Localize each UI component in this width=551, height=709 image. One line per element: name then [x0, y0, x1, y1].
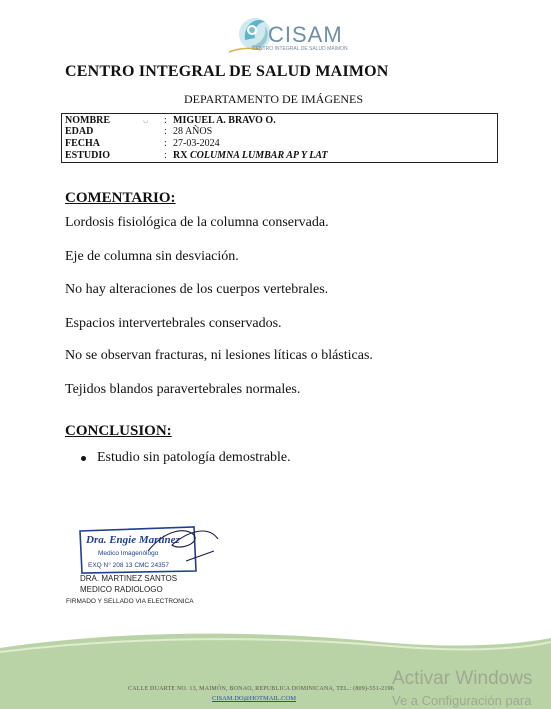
patient-name: MIGUEL A. BRAVO O. — [173, 115, 276, 126]
info-row-age — [65, 126, 495, 138]
department-title: DEPARTAMENTO DE IMÁGENES — [184, 92, 363, 106]
comment-paragraph: Tejidos blandos paravertebrales normales. — [65, 382, 301, 397]
study-prefix: RX — [173, 150, 190, 161]
logo-subtitle: CENTRO INTEGRAL DE SALUD MAIMON — [252, 46, 348, 52]
svg-text:Dra. Engie Martinez: Dra. Engie Martinez — [86, 534, 180, 546]
conclusion-item: Estudio sin patología demostrable. — [97, 450, 291, 465]
edit-mark-icon: ◡ — [143, 118, 149, 124]
info-label: NOMBRE — [65, 115, 110, 126]
svg-text:Medico Imagenólogo: Medico Imagenólogo — [98, 550, 159, 557]
study-date: 27-03-2024 — [173, 138, 220, 149]
info-colon: : — [164, 150, 167, 161]
activation-watermark-subtitle: Ve a Configuración para — [392, 693, 532, 708]
info-colon: : — [164, 115, 167, 126]
signature-stamp — [76, 521, 226, 576]
info-colon: : — [164, 138, 167, 149]
comment-paragraph: Espacios intervertebrales conservados. — [65, 316, 282, 331]
patient-age: 28 AÑOS — [173, 126, 213, 137]
conclusion-heading: CONCLUSION: — [65, 423, 172, 439]
info-row-study — [65, 150, 495, 162]
bullet-icon — [81, 456, 86, 461]
info-label: FECHA — [65, 138, 100, 149]
info-row-date — [65, 138, 495, 150]
footer-address: CALLE DUARTE NO. 13, MAIMÓN, BONAO, REPUBLICA DOMINICANA, TEL.: (809)-551-2196 — [128, 686, 394, 692]
patient-info-box — [61, 113, 498, 163]
signature-note: FIRMADO Y SELLADO VIA ELECTRONICA — [66, 598, 194, 605]
signer-name: DRA. MARTINEZ SANTOS — [80, 574, 178, 583]
comment-paragraph: No hay alteraciones de los cuerpos vertebrales. — [65, 282, 329, 297]
info-label: ESTUDIO — [65, 150, 111, 161]
info-colon: : — [164, 126, 167, 137]
comment-paragraph: Eje de columna sin desviación. — [65, 249, 239, 264]
study-name — [173, 150, 328, 162]
logo-text: CISAM — [268, 22, 343, 47]
svg-text:EXQ N° 208 13 CMC 24357: EXQ N° 208 13 CMC 24357 — [88, 562, 170, 569]
activation-watermark-title: Activar Windows — [392, 668, 533, 689]
comment-paragraph: No se observan fracturas, ni lesiones líticas o blásticas. — [65, 348, 373, 363]
footer-email-link[interactable]: CISAM.DO@HOTMAIL.COM — [212, 695, 296, 702]
comment-heading: COMENTARIO: — [65, 190, 176, 206]
signer-role: MEDICO RADIOLOGO — [80, 585, 163, 594]
info-label: EDAD — [65, 126, 94, 137]
document-title: CENTRO INTEGRAL DE SALUD MAIMON — [65, 63, 389, 80]
study-description: COLUMNA LUMBAR AP Y LAT — [189, 150, 328, 161]
comment-paragraph: Lordosis fisiológica de la columna conservada. — [65, 215, 329, 230]
